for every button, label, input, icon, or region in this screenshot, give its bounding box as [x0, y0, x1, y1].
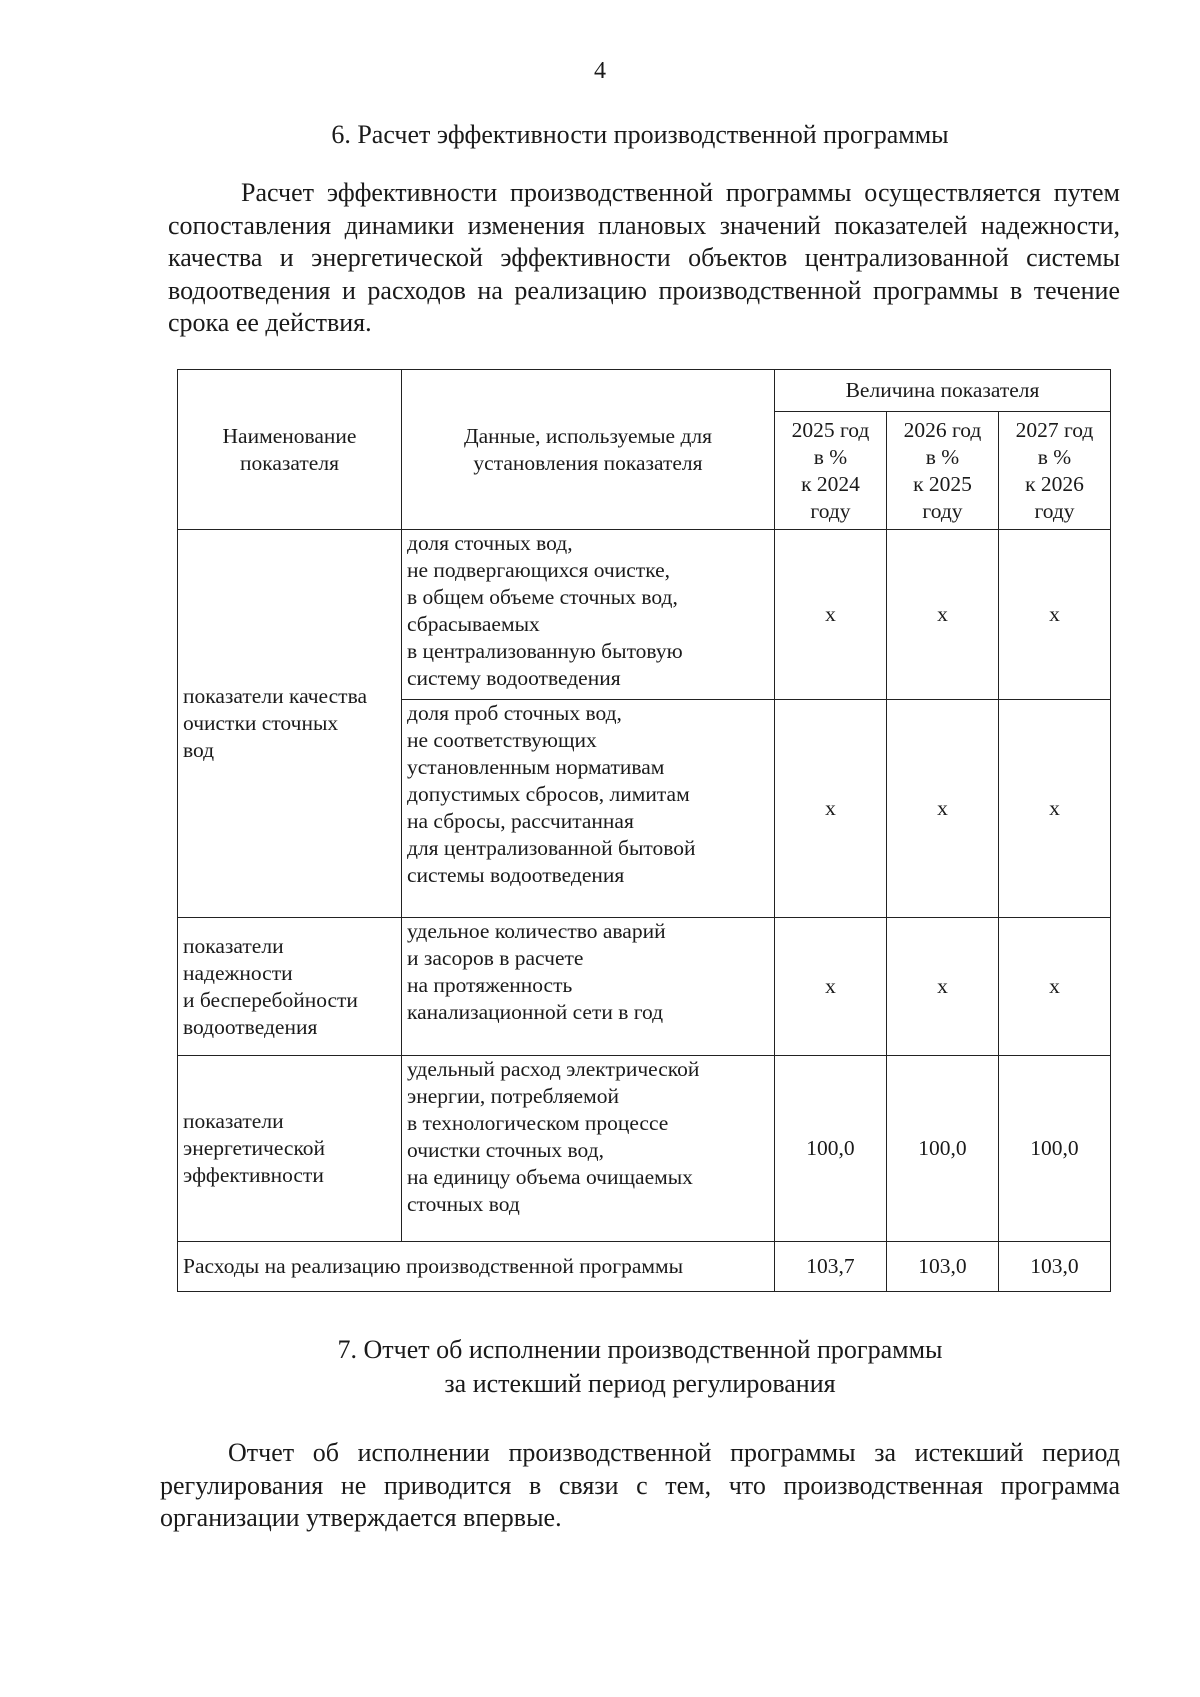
- page-number: 4: [594, 58, 606, 84]
- section-7-title-line-1: 7. Отчет об исполнении производственной программы: [337, 1335, 943, 1364]
- section-6-paragraph: Расчет эффективности производственной программы осуществляется путем сопоставления динамики изменения плановых значений показателей надежности, качества и энергетической эффективности объектов централизованной системы водоотведения и расходов на реализацию производственной программы в течение срока ее действия.: [168, 178, 1120, 337]
- header-year-2025: 2025 год в % к 2024 году: [774, 412, 886, 530]
- section-7-paragraph: Отчет об исполнении производственной программы за истекший период регулирования не приводится в связи с тем, что производственная программа организации утверждается впервые.: [160, 1438, 1120, 1532]
- table-row: [178, 1056, 1111, 1242]
- table-row: [178, 530, 1111, 700]
- row-1-value-2025: x: [774, 530, 886, 700]
- table-header-row: [178, 370, 1111, 412]
- header-indicator-value: Величина показателя: [774, 370, 1110, 412]
- group-reliability-indicators: показатели надежности и бесперебойности водоотведения: [178, 918, 402, 1056]
- row-4-value-2025: 100,0: [774, 1056, 886, 1242]
- section-7-title-line-2: за истекший период регулирования: [444, 1369, 836, 1398]
- header-data-used: Данные, используемые для установления показателя: [402, 370, 775, 530]
- total-value-2027: 103,0: [998, 1242, 1110, 1292]
- section-7-title: [160, 1333, 1120, 1401]
- row-4-value-2026: 100,0: [886, 1056, 998, 1242]
- table-row: [178, 918, 1111, 1056]
- row-1-value-2026: x: [886, 530, 998, 700]
- group-quality-indicators: показатели качества очистки сточных вод: [178, 530, 402, 918]
- header-year-2026: 2026 год в % к 2025 году: [886, 412, 998, 530]
- section-6-title: 6. Расчет эффективности производственной программы: [331, 120, 949, 149]
- row-2-value-2027: x: [998, 700, 1110, 918]
- header-indicator-name: Наименование показателя: [178, 370, 402, 530]
- header-year-2027: 2027 год в % к 2026 году: [998, 412, 1110, 530]
- table-total-row: [178, 1242, 1111, 1292]
- row-3-value-2026: x: [886, 918, 998, 1056]
- total-expenses-label: Расходы на реализацию производственной программы: [178, 1242, 775, 1292]
- total-value-2026: 103,0: [886, 1242, 998, 1292]
- row-4-value-2027: 100,0: [998, 1056, 1110, 1242]
- total-value-2025: 103,7: [774, 1242, 886, 1292]
- row-3-value-2027: x: [998, 918, 1110, 1056]
- row-2-data: доля проб сточных вод, не соответствующих установленным нормативам допустимых сбросов, лимитам на сбросы, рассчитанная для централизованной бытовой системы водоотведения: [402, 700, 775, 918]
- row-1-data: доля сточных вод, не подвергающихся очистке, в общем объеме сточных вод, сбрасываемых в централизованную бытовую систему водоотведения: [402, 530, 775, 700]
- indicators-table: [177, 369, 1111, 1292]
- row-2-value-2025: x: [774, 700, 886, 918]
- row-4-data: удельный расход электрической энергии, потребляемой в технологическом процессе очистки сточных вод, на единицу объема очищаемых сточных вод: [402, 1056, 775, 1242]
- row-3-value-2025: x: [774, 918, 886, 1056]
- row-2-value-2026: x: [886, 700, 998, 918]
- row-1-value-2027: x: [998, 530, 1110, 700]
- group-energy-indicators: показатели энергетической эффективности: [178, 1056, 402, 1242]
- row-3-data: удельное количество аварий и засоров в расчете на протяженность канализационной сети в год: [402, 918, 775, 1056]
